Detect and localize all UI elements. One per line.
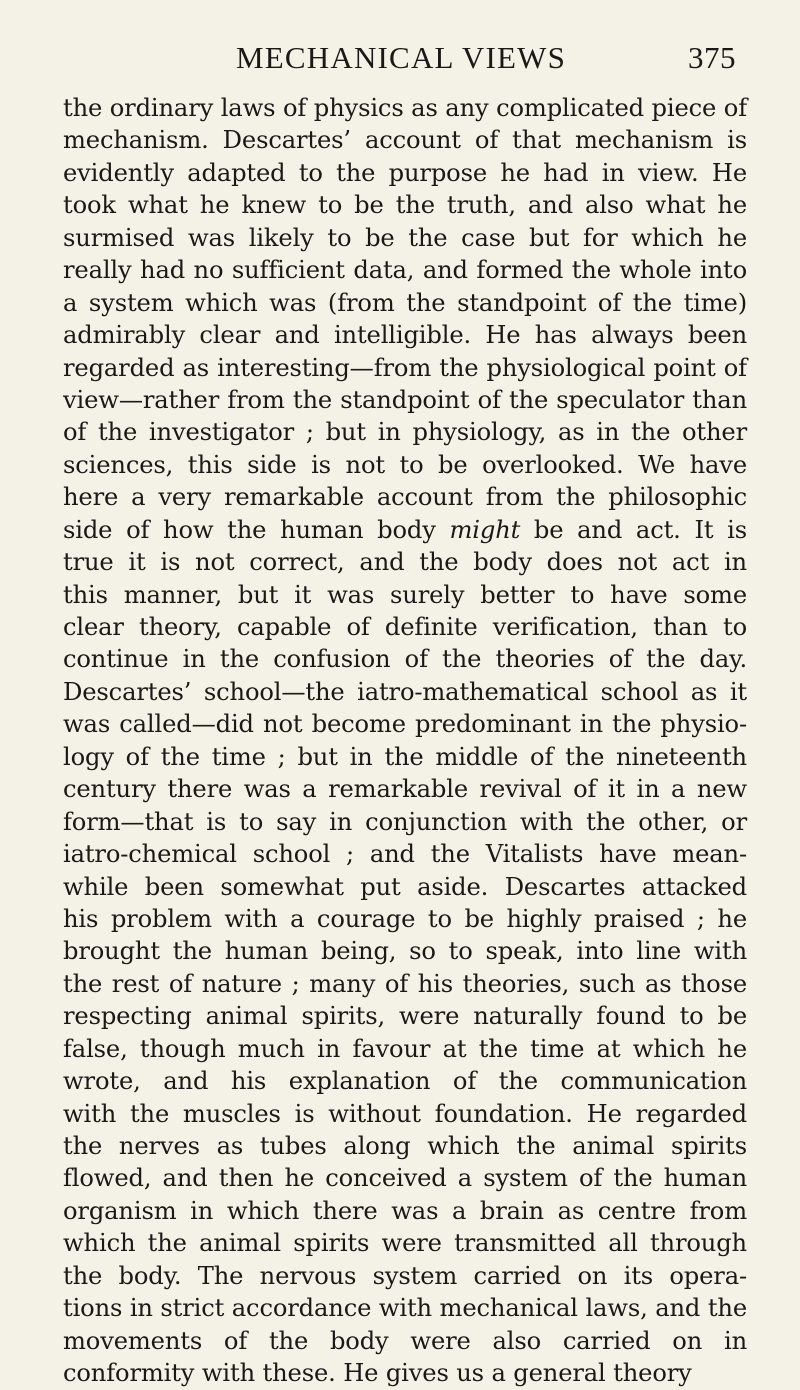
text-segment: the nerves as tubes along which the animal spirits: [63, 1132, 747, 1160]
body-text: [63, 92, 747, 1390]
text-line: [63, 514, 747, 546]
text-line: [63, 611, 747, 643]
text-line: [63, 384, 747, 416]
italic-word: might: [449, 515, 521, 544]
text-line: [63, 1130, 747, 1162]
text-segment: evidently adapted to the purpose he had in view. He: [63, 158, 747, 187]
text-segment: was called—did not become predominant in the physio-: [63, 710, 747, 739]
text-line: [63, 1227, 747, 1259]
text-line: [63, 676, 747, 708]
text-segment: surmised was likely to be the case but for which he: [63, 223, 747, 252]
text-segment: flowed, and then he conceived a system of the human: [63, 1164, 747, 1193]
text-line: [63, 741, 747, 773]
text-line: [63, 1260, 747, 1292]
text-segment: took what he knew to be the truth, and also what he: [63, 191, 747, 220]
text-line: [63, 124, 747, 156]
text-line: [63, 546, 747, 578]
text-line: [63, 481, 747, 513]
text-line: [63, 708, 747, 740]
text-segment: sciences, this side is not to be overlooked. We have: [63, 450, 747, 479]
text-segment: century there was a remarkable revival of it in a new: [63, 775, 747, 804]
text-segment: of the investigator ; but in physiology, as in the other: [63, 418, 747, 447]
text-line: [63, 935, 747, 967]
text-line: [63, 968, 747, 1000]
text-line: [63, 1325, 747, 1357]
text-segment: organism in which there was a brain as centre from: [63, 1196, 747, 1225]
text-segment: regarded as interesting—from the physiological point of: [63, 353, 747, 382]
text-line: [63, 579, 747, 611]
text-segment: wrote, and his explanation of the communication: [63, 1067, 747, 1096]
text-segment: really had no sufficient data, and formed the whole into: [63, 256, 747, 285]
text-line: [63, 92, 747, 124]
text-segment: here a very remarkable account from the philosophic: [63, 483, 747, 512]
text-line: [63, 1292, 747, 1324]
text-line: [63, 449, 747, 481]
text-line: [63, 254, 747, 286]
text-line: [63, 903, 747, 935]
text-segment: clear theory, capable of definite verification, than to: [63, 613, 747, 641]
text-segment: with the muscles is without foundation. He regarded: [63, 1099, 747, 1128]
text-segment: admirably clear and intelligible. He has always been: [63, 321, 747, 350]
text-segment: true it is not correct, and the body does not act in: [63, 548, 747, 577]
text-line: [63, 319, 747, 351]
text-line: [63, 352, 747, 384]
text-segment: tions in strict accordance with mechanical laws, and the: [63, 1294, 747, 1323]
text-line: [63, 1065, 747, 1097]
text-segment: the ordinary laws of physics as any complicated piece of: [63, 94, 747, 122]
text-segment: which the animal spirits were transmitted all through: [63, 1229, 747, 1258]
page-number: 375: [688, 40, 736, 75]
text-line: [63, 222, 747, 254]
text-segment: view—rather from the standpoint of the speculator than: [63, 385, 747, 414]
text-segment: Descartes’ school—the iatro-mathematical school as it: [63, 677, 747, 706]
text-line: [63, 1000, 747, 1032]
text-segment: while been somewhat put aside. Descartes attacked: [63, 872, 747, 901]
text-line: [63, 643, 747, 675]
text-segment: conformity with these. He gives us a general theory: [63, 1359, 692, 1388]
text-segment: brought the human being, so to speak, into line with: [63, 937, 747, 966]
text-segment: the rest of nature ; many of his theories, such as those: [63, 969, 747, 998]
text-segment: be and act. It is: [520, 515, 748, 544]
text-segment: the body. The nervous system carried on its opera-: [63, 1261, 747, 1290]
text-segment: false, though much in favour at the time at which he: [63, 1034, 747, 1063]
text-line: [63, 1195, 747, 1227]
text-line: [63, 1033, 747, 1065]
running-title: MECHANICAL VIEWS: [236, 40, 567, 75]
text-line: [63, 1098, 747, 1130]
text-line: [63, 1162, 747, 1194]
text-segment: logy of the time ; but in the middle of the nineteenth: [63, 742, 747, 771]
text-line: [63, 1357, 747, 1389]
text-segment: a system which was (from the standpoint of the time): [63, 288, 747, 317]
text-segment: this manner, but it was surely better to have some: [63, 580, 747, 609]
text-line: [63, 838, 747, 870]
text-line: [63, 416, 747, 448]
text-line: [63, 287, 747, 319]
text-segment: respecting animal spirits, were naturally found to be: [63, 1002, 747, 1031]
text-line: [63, 871, 747, 903]
text-line: [63, 189, 747, 221]
text-segment: movements of the body were also carried on in: [63, 1326, 747, 1355]
text-line: [63, 806, 747, 838]
text-segment: his problem with a courage to be highly praised ; he: [63, 904, 747, 933]
text-segment: form—that is to say in conjunction with the other, or: [63, 807, 747, 836]
running-header: [0, 38, 800, 78]
text-segment: side of how the human body: [63, 515, 450, 544]
text-segment: mechanism. Descartes’ account of that mechanism is: [63, 126, 747, 155]
text-line: [63, 157, 747, 189]
text-segment: continue in the confusion of the theories of the day.: [63, 645, 747, 674]
text-line: [63, 773, 747, 805]
text-segment: iatro-chemical school ; and the Vitalists have mean-: [63, 840, 747, 869]
